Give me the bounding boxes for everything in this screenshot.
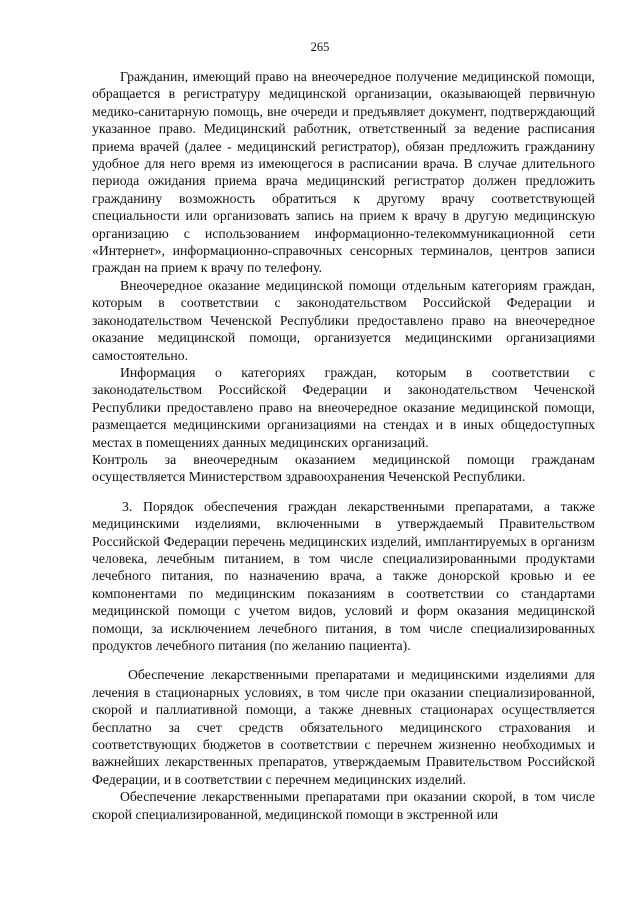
page-number: 265: [310, 40, 330, 54]
document-body: [92, 68, 595, 823]
paragraph-inpatient-supply: Обеспечение лекарственными препаратами и медицинскими изделиями для лечения в стационарных условиях, в том числе при оказании специализированной, скорой и паллиативной помощи, а также дневных стационарах осуществляется бесплатно за счет средств обязательного медицинского страхования и соответствующих бюджетов в соответствии с перечнем жизненно необходимых и важнейших лекарственных препаратов, утверждаемым Правительством Российской Федерации, и в соответствии с перечнем медицинских изделий.: [92, 667, 595, 787]
paragraph-extraordinary-care-categories: Внеочередное оказание медицинской помощи отдельным категориям граждан, которым в соответствии с законодательством Российской Федерации и законодательством Чеченской Республики предоставлено право на внеочередное оказание медицинской помощи, организуется медицинскими организациями самостоятельно.: [92, 277, 595, 363]
paragraph-extraordinary-care-registration: Гражданин, имеющий право на внеочередное получение медицинской помощи, обращается в регистратуру медицинской организации, оказывающей первичную медико-санитарную помощь, вне очереди и предъявляет документ, подтверждающий указанное право. Медицинский работник, ответственный за ведение расписания приема врачей (далее - медицинский регистратор), обязан предложить гражданину удобное для него время из имеющегося в расписании врача. В случае длительного периода ожидания приема врача медицинский регистратор должен предложить гражданину возможность обратиться к другому врачу соответствующей специальности или организовать запись на прием к врачу в другую медицинскую организацию с использованием информационно-телекоммуникационной сети «Интернет», информационно-справочных сенсорных терминалов, центров записи граждан на прием к врачу по телефону.: [92, 69, 595, 276]
paragraph-information-placement: Информация о категориях граждан, которым в соответствии с законодательством Российской Федерации и законодательством Чеченской Республики предоставлено право на внеочередное оказание медицинской помощи, размещается медицинскими организациями на стендах и в иных общедоступных местах в помещениях данных медицинских организаций.: [92, 364, 595, 450]
paragraph-section-3-heading: 3. Порядок обеспечения граждан лекарственными препаратами, а также медицинскими изделиями, включенными в утверждаемый Правительством Российской Федерации перечень медицинских изделий, имплантируемых в организм человека, лечебным питанием, в том числе специализированными продуктами лечебного питания, по назначению врача, а также донорской кровью и ее компонентами по медицинским показаниям в соответствии со стандартами медицинской помощи с учетом видов, условий и форм оказания медицинской помощи, за исключением лечебного питания, в том числе специализированных продуктов лечебного питания (по желанию пациента).: [92, 498, 595, 653]
paragraph-emergency-supply: Обеспечение лекарственными препаратами при оказании скорой, в том числе скорой специализированной, медицинской помощи в экстренной или: [92, 789, 595, 822]
paragraph-control: Контроль за внеочередным оказанием медицинской помощи гражданам осуществляется Министерством здравоохранения Чеченской Республики.: [92, 451, 595, 485]
